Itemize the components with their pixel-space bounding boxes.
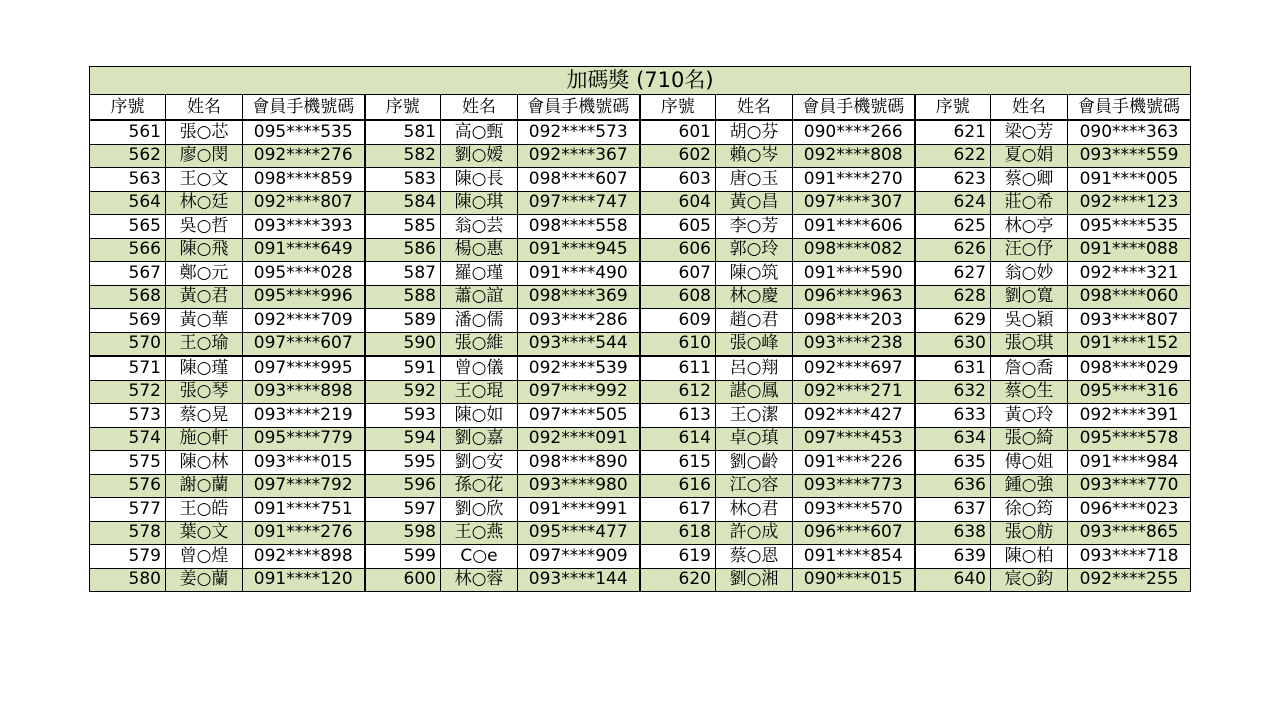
name-cell: 莊○希 <box>991 191 1068 215</box>
name-cell: 詹○喬 <box>991 356 1068 380</box>
phone-cell: 095****578 <box>1068 427 1191 451</box>
table-row <box>90 427 1191 451</box>
name-cell: 劉○寬 <box>991 285 1068 309</box>
serial-cell: 592 <box>365 380 441 404</box>
header-name: 姓名 <box>991 95 1068 121</box>
serial-cell: 583 <box>365 168 441 192</box>
name-cell: 江○容 <box>716 474 793 498</box>
name-cell: 王○文 <box>166 168 243 192</box>
phone-cell: 092****271 <box>793 380 915 404</box>
serial-cell: 639 <box>915 545 991 569</box>
phone-cell: 098****859 <box>243 168 365 192</box>
table-row <box>90 356 1191 380</box>
name-cell: 蔡○卿 <box>991 168 1068 192</box>
header-phone: 會員手機號碼 <box>1068 95 1191 121</box>
serial-cell: 569 <box>90 309 166 333</box>
serial-cell: 597 <box>365 498 441 522</box>
serial-cell: 601 <box>640 120 716 144</box>
phone-cell: 093****898 <box>243 380 365 404</box>
serial-cell: 633 <box>915 404 991 428</box>
name-cell: 諶○鳳 <box>716 380 793 404</box>
name-cell: 胡○芬 <box>716 120 793 144</box>
serial-cell: 636 <box>915 474 991 498</box>
phone-cell: 093****219 <box>243 404 365 428</box>
phone-cell: 092****898 <box>243 545 365 569</box>
serial-cell: 627 <box>915 262 991 286</box>
name-cell: 唐○玉 <box>716 168 793 192</box>
phone-cell: 090****015 <box>793 568 915 592</box>
name-cell: 林○慶 <box>716 285 793 309</box>
phone-cell: 091****649 <box>243 238 365 262</box>
phone-cell: 092****808 <box>793 144 915 168</box>
phone-cell: 093****393 <box>243 215 365 239</box>
name-cell: 陳○筑 <box>716 262 793 286</box>
phone-cell: 091****226 <box>793 451 915 475</box>
table-row <box>90 144 1191 168</box>
name-cell: 黃○君 <box>166 285 243 309</box>
name-cell: 王○瑜 <box>166 332 243 356</box>
serial-cell: 587 <box>365 262 441 286</box>
name-cell: 汪○伃 <box>991 238 1068 262</box>
name-cell: 廖○閔 <box>166 144 243 168</box>
name-cell: 張○舫 <box>991 521 1068 545</box>
winner-table <box>89 66 1191 592</box>
phone-cell: 095****028 <box>243 262 365 286</box>
name-cell: 曾○煌 <box>166 545 243 569</box>
name-cell: 呂○翔 <box>716 356 793 380</box>
name-cell: 劉○嫒 <box>441 144 518 168</box>
serial-cell: 618 <box>640 521 716 545</box>
phone-cell: 098****082 <box>793 238 915 262</box>
name-cell: 黃○玲 <box>991 404 1068 428</box>
phone-cell: 091****590 <box>793 262 915 286</box>
phone-cell: 093****286 <box>518 309 640 333</box>
phone-cell: 096****963 <box>793 285 915 309</box>
header-name: 姓名 <box>441 95 518 121</box>
phone-cell: 095****477 <box>518 521 640 545</box>
phone-cell: 092****391 <box>1068 404 1191 428</box>
table-row <box>90 498 1191 522</box>
serial-cell: 605 <box>640 215 716 239</box>
serial-cell: 585 <box>365 215 441 239</box>
serial-cell: 611 <box>640 356 716 380</box>
name-cell: 林○亭 <box>991 215 1068 239</box>
serial-cell: 629 <box>915 309 991 333</box>
phone-cell: 093****807 <box>1068 309 1191 333</box>
phone-cell: 093****773 <box>793 474 915 498</box>
serial-cell: 640 <box>915 568 991 592</box>
phone-cell: 098****203 <box>793 309 915 333</box>
phone-cell: 092****539 <box>518 356 640 380</box>
serial-cell: 579 <box>90 545 166 569</box>
header-serial: 序號 <box>90 95 166 121</box>
name-cell: 王○琨 <box>441 380 518 404</box>
name-cell: 葉○文 <box>166 521 243 545</box>
serial-cell: 623 <box>915 168 991 192</box>
name-cell: 張○綺 <box>991 427 1068 451</box>
table-row <box>90 191 1191 215</box>
table-row <box>90 451 1191 475</box>
name-cell: 王○皓 <box>166 498 243 522</box>
phone-cell: 092****367 <box>518 144 640 168</box>
name-cell: 劉○欣 <box>441 498 518 522</box>
serial-cell: 628 <box>915 285 991 309</box>
serial-cell: 613 <box>640 404 716 428</box>
serial-cell: 606 <box>640 238 716 262</box>
phone-cell: 092****123 <box>1068 191 1191 215</box>
phone-cell: 098****890 <box>518 451 640 475</box>
phone-cell: 092****091 <box>518 427 640 451</box>
name-cell: 賴○岑 <box>716 144 793 168</box>
header-row <box>90 95 1191 121</box>
name-cell: 徐○筠 <box>991 498 1068 522</box>
phone-cell: 093****238 <box>793 332 915 356</box>
name-cell: 張○琪 <box>991 332 1068 356</box>
serial-cell: 598 <box>365 521 441 545</box>
serial-cell: 568 <box>90 285 166 309</box>
phone-cell: 092****276 <box>243 144 365 168</box>
serial-cell: 607 <box>640 262 716 286</box>
serial-cell: 577 <box>90 498 166 522</box>
name-cell: 吳○穎 <box>991 309 1068 333</box>
serial-cell: 564 <box>90 191 166 215</box>
serial-cell: 604 <box>640 191 716 215</box>
name-cell: 高○甄 <box>441 120 518 144</box>
phone-cell: 097****747 <box>518 191 640 215</box>
name-cell: 夏○娟 <box>991 144 1068 168</box>
name-cell: 陳○飛 <box>166 238 243 262</box>
serial-cell: 620 <box>640 568 716 592</box>
serial-cell: 584 <box>365 191 441 215</box>
phone-cell: 092****709 <box>243 309 365 333</box>
phone-cell: 091****991 <box>518 498 640 522</box>
name-cell: 蔡○生 <box>991 380 1068 404</box>
name-cell: 李○芳 <box>716 215 793 239</box>
serial-cell: 600 <box>365 568 441 592</box>
table-row <box>90 309 1191 333</box>
serial-cell: 571 <box>90 356 166 380</box>
name-cell: 傅○姐 <box>991 451 1068 475</box>
name-cell: 蕭○誼 <box>441 285 518 309</box>
name-cell: 陳○林 <box>166 451 243 475</box>
table-row <box>90 521 1191 545</box>
name-cell: 梁○芳 <box>991 120 1068 144</box>
serial-cell: 561 <box>90 120 166 144</box>
serial-cell: 608 <box>640 285 716 309</box>
serial-cell: 578 <box>90 521 166 545</box>
name-cell: 楊○惠 <box>441 238 518 262</box>
table-row <box>90 404 1191 428</box>
serial-cell: 594 <box>365 427 441 451</box>
phone-cell: 093****015 <box>243 451 365 475</box>
serial-cell: 580 <box>90 568 166 592</box>
name-cell: 姜○蘭 <box>166 568 243 592</box>
phone-cell: 097****792 <box>243 474 365 498</box>
name-cell: 張○芯 <box>166 120 243 144</box>
serial-cell: 591 <box>365 356 441 380</box>
serial-cell: 624 <box>915 191 991 215</box>
phone-cell: 091****751 <box>243 498 365 522</box>
table-row <box>90 380 1191 404</box>
phone-cell: 093****718 <box>1068 545 1191 569</box>
name-cell: 潘○儒 <box>441 309 518 333</box>
phone-cell: 097****607 <box>243 332 365 356</box>
serial-cell: 572 <box>90 380 166 404</box>
phone-cell: 093****559 <box>1068 144 1191 168</box>
name-cell: 張○維 <box>441 332 518 356</box>
name-cell: 陳○長 <box>441 168 518 192</box>
phone-cell: 097****307 <box>793 191 915 215</box>
table-row <box>90 285 1191 309</box>
phone-cell: 096****607 <box>793 521 915 545</box>
table-title: 加碼獎 (710名) <box>90 67 1191 95</box>
phone-cell: 095****535 <box>1068 215 1191 239</box>
name-cell: 翁○妙 <box>991 262 1068 286</box>
phone-cell: 093****544 <box>518 332 640 356</box>
phone-cell: 095****535 <box>243 120 365 144</box>
serial-cell: 575 <box>90 451 166 475</box>
serial-cell: 626 <box>915 238 991 262</box>
name-cell: 鍾○強 <box>991 474 1068 498</box>
name-cell: 劉○齡 <box>716 451 793 475</box>
name-cell: 陳○如 <box>441 404 518 428</box>
name-cell: 陳○琪 <box>441 191 518 215</box>
serial-cell: 582 <box>365 144 441 168</box>
phone-cell: 093****570 <box>793 498 915 522</box>
phone-cell: 091****276 <box>243 521 365 545</box>
serial-cell: 565 <box>90 215 166 239</box>
serial-cell: 590 <box>365 332 441 356</box>
serial-cell: 563 <box>90 168 166 192</box>
phone-cell: 098****369 <box>518 285 640 309</box>
name-cell: 鄭○元 <box>166 262 243 286</box>
name-cell: 許○成 <box>716 521 793 545</box>
name-cell: C○e <box>441 545 518 569</box>
serial-cell: 625 <box>915 215 991 239</box>
table-row <box>90 238 1191 262</box>
name-cell: 陳○柏 <box>991 545 1068 569</box>
serial-cell: 573 <box>90 404 166 428</box>
table-row <box>90 332 1191 356</box>
serial-cell: 635 <box>915 451 991 475</box>
phone-cell: 095****779 <box>243 427 365 451</box>
phone-cell: 091****606 <box>793 215 915 239</box>
name-cell: 吳○哲 <box>166 215 243 239</box>
serial-cell: 576 <box>90 474 166 498</box>
name-cell: 王○燕 <box>441 521 518 545</box>
phone-cell: 093****865 <box>1068 521 1191 545</box>
phone-cell: 090****363 <box>1068 120 1191 144</box>
name-cell: 翁○芸 <box>441 215 518 239</box>
serial-cell: 619 <box>640 545 716 569</box>
phone-cell: 091****945 <box>518 238 640 262</box>
serial-cell: 593 <box>365 404 441 428</box>
name-cell: 趙○君 <box>716 309 793 333</box>
serial-cell: 612 <box>640 380 716 404</box>
serial-cell: 562 <box>90 144 166 168</box>
serial-cell: 622 <box>915 144 991 168</box>
name-cell: 王○潔 <box>716 404 793 428</box>
header-phone: 會員手機號碼 <box>518 95 640 121</box>
name-cell: 黃○昌 <box>716 191 793 215</box>
name-cell: 蔡○恩 <box>716 545 793 569</box>
table-row <box>90 568 1191 592</box>
serial-cell: 586 <box>365 238 441 262</box>
serial-cell: 589 <box>365 309 441 333</box>
serial-cell: 574 <box>90 427 166 451</box>
phone-cell: 096****023 <box>1068 498 1191 522</box>
phone-cell: 091****005 <box>1068 168 1191 192</box>
phone-cell: 091****088 <box>1068 238 1191 262</box>
serial-cell: 615 <box>640 451 716 475</box>
name-cell: 羅○瑾 <box>441 262 518 286</box>
phone-cell: 091****854 <box>793 545 915 569</box>
serial-cell: 603 <box>640 168 716 192</box>
table-row <box>90 120 1191 144</box>
name-cell: 林○廷 <box>166 191 243 215</box>
name-cell: 宸○鈞 <box>991 568 1068 592</box>
serial-cell: 621 <box>915 120 991 144</box>
serial-cell: 614 <box>640 427 716 451</box>
phone-cell: 092****255 <box>1068 568 1191 592</box>
phone-cell: 097****995 <box>243 356 365 380</box>
serial-cell: 602 <box>640 144 716 168</box>
name-cell: 黃○華 <box>166 309 243 333</box>
serial-cell: 638 <box>915 521 991 545</box>
name-cell: 林○君 <box>716 498 793 522</box>
phone-cell: 092****573 <box>518 120 640 144</box>
phone-cell: 092****427 <box>793 404 915 428</box>
serial-cell: 617 <box>640 498 716 522</box>
serial-cell: 566 <box>90 238 166 262</box>
name-cell: 曾○儀 <box>441 356 518 380</box>
name-cell: 林○蓉 <box>441 568 518 592</box>
phone-cell: 098****607 <box>518 168 640 192</box>
header-serial: 序號 <box>915 95 991 121</box>
table-row <box>90 168 1191 192</box>
serial-cell: 581 <box>365 120 441 144</box>
phone-cell: 093****770 <box>1068 474 1191 498</box>
table-row <box>90 215 1191 239</box>
phone-cell: 098****558 <box>518 215 640 239</box>
phone-cell: 092****697 <box>793 356 915 380</box>
phone-cell: 090****266 <box>793 120 915 144</box>
name-cell: 卓○瑱 <box>716 427 793 451</box>
phone-cell: 095****996 <box>243 285 365 309</box>
name-cell: 陳○瑾 <box>166 356 243 380</box>
name-cell: 謝○蘭 <box>166 474 243 498</box>
phone-cell: 097****453 <box>793 427 915 451</box>
phone-cell: 098****029 <box>1068 356 1191 380</box>
serial-cell: 630 <box>915 332 991 356</box>
phone-cell: 091****490 <box>518 262 640 286</box>
name-cell: 張○琴 <box>166 380 243 404</box>
serial-cell: 616 <box>640 474 716 498</box>
header-name: 姓名 <box>716 95 793 121</box>
serial-cell: 570 <box>90 332 166 356</box>
table-row <box>90 262 1191 286</box>
name-cell: 張○峰 <box>716 332 793 356</box>
phone-cell: 091****120 <box>243 568 365 592</box>
name-cell: 劉○湘 <box>716 568 793 592</box>
name-cell: 蔡○晃 <box>166 404 243 428</box>
phone-cell: 097****505 <box>518 404 640 428</box>
phone-cell: 091****270 <box>793 168 915 192</box>
phone-cell: 097****909 <box>518 545 640 569</box>
phone-cell: 098****060 <box>1068 285 1191 309</box>
phone-cell: 097****992 <box>518 380 640 404</box>
phone-cell: 092****321 <box>1068 262 1191 286</box>
name-cell: 郭○玲 <box>716 238 793 262</box>
serial-cell: 631 <box>915 356 991 380</box>
serial-cell: 595 <box>365 451 441 475</box>
serial-cell: 610 <box>640 332 716 356</box>
phone-cell: 092****807 <box>243 191 365 215</box>
name-cell: 劉○安 <box>441 451 518 475</box>
phone-cell: 091****984 <box>1068 451 1191 475</box>
serial-cell: 632 <box>915 380 991 404</box>
header-serial: 序號 <box>365 95 441 121</box>
serial-cell: 567 <box>90 262 166 286</box>
name-cell: 孫○花 <box>441 474 518 498</box>
table-row <box>90 474 1191 498</box>
name-cell: 施○軒 <box>166 427 243 451</box>
serial-cell: 596 <box>365 474 441 498</box>
header-phone: 會員手機號碼 <box>793 95 915 121</box>
phone-cell: 091****152 <box>1068 332 1191 356</box>
phone-cell: 095****316 <box>1068 380 1191 404</box>
serial-cell: 634 <box>915 427 991 451</box>
serial-cell: 609 <box>640 309 716 333</box>
serial-cell: 599 <box>365 545 441 569</box>
header-phone: 會員手機號碼 <box>243 95 365 121</box>
serial-cell: 637 <box>915 498 991 522</box>
name-cell: 劉○嘉 <box>441 427 518 451</box>
table-row <box>90 545 1191 569</box>
header-serial: 序號 <box>640 95 716 121</box>
table-body <box>90 120 1191 592</box>
serial-cell: 588 <box>365 285 441 309</box>
phone-cell: 093****980 <box>518 474 640 498</box>
phone-cell: 093****144 <box>518 568 640 592</box>
header-name: 姓名 <box>166 95 243 121</box>
